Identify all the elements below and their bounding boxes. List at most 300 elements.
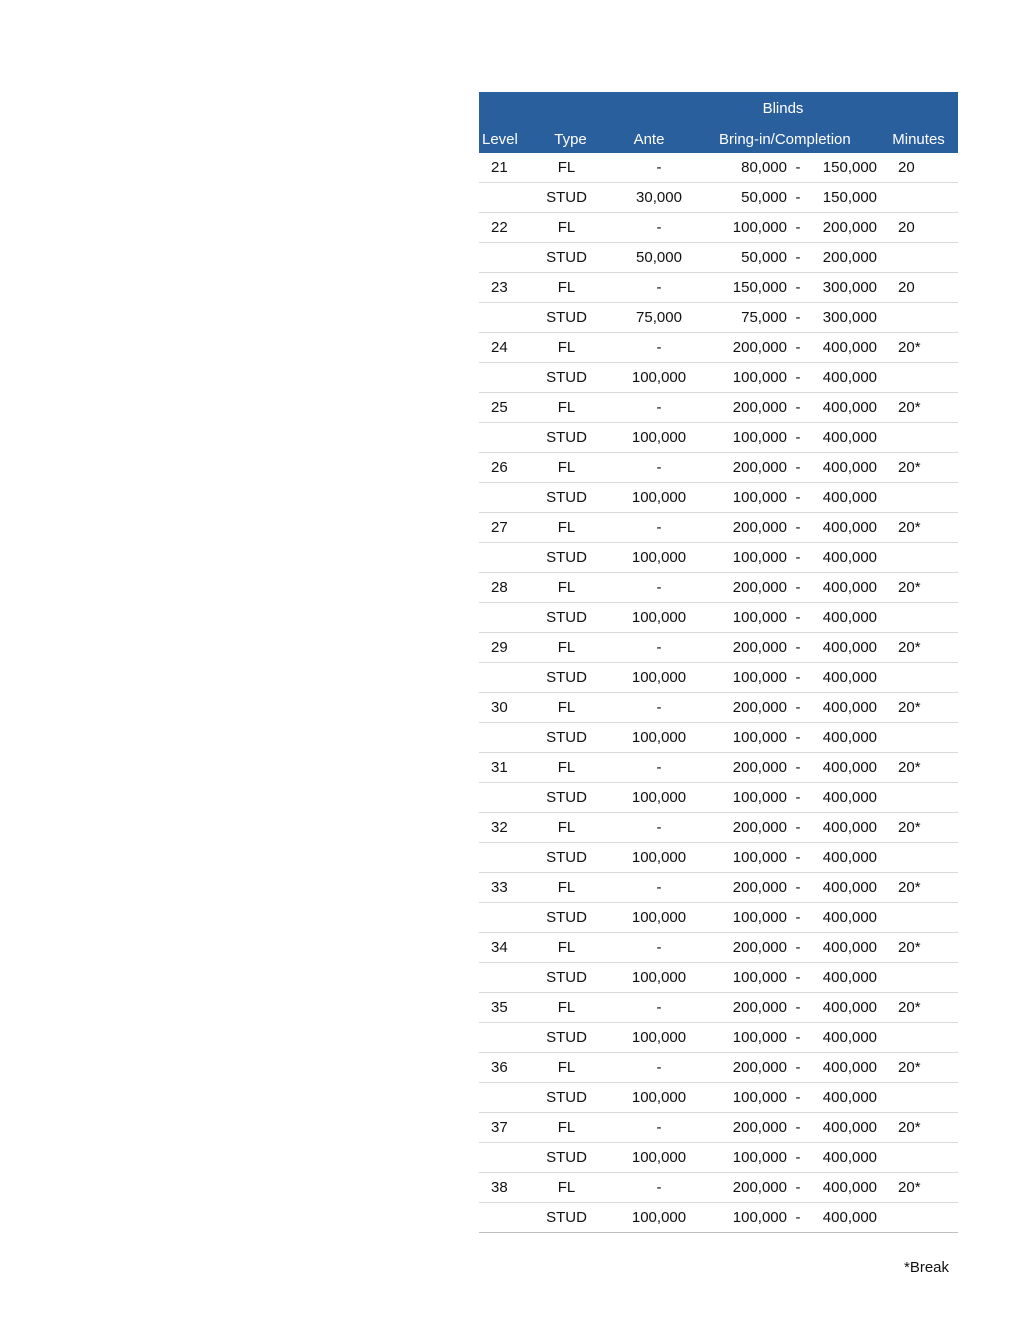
- ante-cell: 100,000: [611, 423, 687, 453]
- table-header: [479, 92, 958, 153]
- bring-in-cell: 200,000: [687, 753, 787, 783]
- ante-cell: 100,000: [611, 963, 687, 993]
- table-row: [479, 723, 958, 753]
- minutes-cell: [879, 1203, 958, 1233]
- table-row: [479, 1203, 958, 1233]
- minutes-cell: [879, 723, 958, 753]
- header-type: Type: [522, 125, 611, 153]
- type-cell: FL: [522, 873, 611, 903]
- table-row: [479, 933, 958, 963]
- header-columns-row: [479, 125, 958, 153]
- level-cell: [479, 783, 522, 813]
- type-cell: FL: [522, 393, 611, 423]
- table-row: [479, 963, 958, 993]
- type-cell: FL: [522, 693, 611, 723]
- level-cell: [479, 183, 522, 213]
- bring-in-cell: 200,000: [687, 1173, 787, 1203]
- bring-in-cell: 100,000: [687, 843, 787, 873]
- table-row: [479, 213, 958, 243]
- bring-in-cell: 100,000: [687, 1203, 787, 1233]
- ante-cell: -: [611, 993, 687, 1023]
- completion-cell: 400,000: [809, 543, 879, 573]
- bring-in-cell: 100,000: [687, 663, 787, 693]
- ante-cell: 30,000: [611, 183, 687, 213]
- bring-in-cell: 200,000: [687, 813, 787, 843]
- type-cell: STUD: [522, 963, 611, 993]
- level-cell: [479, 1203, 522, 1233]
- type-cell: STUD: [522, 783, 611, 813]
- table-row: [479, 483, 958, 513]
- ante-cell: -: [611, 1113, 687, 1143]
- table-row: [479, 183, 958, 213]
- minutes-cell: 20*: [879, 1173, 958, 1203]
- bring-in-cell: 200,000: [687, 933, 787, 963]
- completion-cell: 400,000: [809, 813, 879, 843]
- completion-cell: 400,000: [809, 1173, 879, 1203]
- separator-cell: -: [787, 753, 809, 783]
- level-cell: 34: [479, 933, 522, 963]
- table-row: [479, 153, 958, 183]
- level-cell: [479, 303, 522, 333]
- header-minutes: Minutes: [879, 125, 958, 153]
- table-row: [479, 663, 958, 693]
- minutes-cell: 20*: [879, 993, 958, 1023]
- separator-cell: -: [787, 483, 809, 513]
- bring-in-cell: 200,000: [687, 693, 787, 723]
- ante-cell: 100,000: [611, 843, 687, 873]
- completion-cell: 400,000: [809, 933, 879, 963]
- bring-in-cell: 50,000: [687, 243, 787, 273]
- minutes-cell: [879, 903, 958, 933]
- minutes-cell: [879, 1023, 958, 1053]
- level-cell: 36: [479, 1053, 522, 1083]
- ante-cell: 100,000: [611, 903, 687, 933]
- table-row: [479, 243, 958, 273]
- completion-cell: 400,000: [809, 663, 879, 693]
- minutes-cell: 20*: [879, 573, 958, 603]
- level-cell: [479, 423, 522, 453]
- completion-cell: 400,000: [809, 1053, 879, 1083]
- table-row: [479, 513, 958, 543]
- separator-cell: -: [787, 153, 809, 183]
- type-cell: STUD: [522, 363, 611, 393]
- header-level: Level: [479, 125, 522, 153]
- ante-cell: -: [611, 1053, 687, 1083]
- minutes-cell: 20*: [879, 753, 958, 783]
- table-row: [479, 1053, 958, 1083]
- bring-in-cell: 80,000: [687, 153, 787, 183]
- header-group-row: [479, 92, 958, 125]
- table-row: [479, 423, 958, 453]
- separator-cell: -: [787, 393, 809, 423]
- separator-cell: -: [787, 873, 809, 903]
- ante-cell: 100,000: [611, 483, 687, 513]
- table-row: [479, 453, 958, 483]
- level-cell: 29: [479, 633, 522, 663]
- ante-cell: -: [611, 393, 687, 423]
- type-cell: FL: [522, 753, 611, 783]
- ante-cell: -: [611, 933, 687, 963]
- break-footnote: *Break: [904, 1259, 950, 1276]
- separator-cell: -: [787, 903, 809, 933]
- type-cell: STUD: [522, 1203, 611, 1233]
- ante-cell: 100,000: [611, 363, 687, 393]
- ante-cell: 100,000: [611, 663, 687, 693]
- minutes-cell: [879, 603, 958, 633]
- separator-cell: -: [787, 843, 809, 873]
- level-cell: [479, 1143, 522, 1173]
- ante-cell: -: [611, 273, 687, 303]
- table-row: [479, 633, 958, 663]
- completion-cell: 400,000: [809, 693, 879, 723]
- bring-in-cell: 100,000: [687, 963, 787, 993]
- type-cell: STUD: [522, 843, 611, 873]
- completion-cell: 400,000: [809, 723, 879, 753]
- minutes-cell: [879, 783, 958, 813]
- separator-cell: -: [787, 633, 809, 663]
- ante-cell: 100,000: [611, 543, 687, 573]
- ante-cell: 75,000: [611, 303, 687, 333]
- minutes-cell: [879, 363, 958, 393]
- separator-cell: -: [787, 213, 809, 243]
- table-row: [479, 273, 958, 303]
- level-cell: 25: [479, 393, 522, 423]
- bring-in-cell: 200,000: [687, 513, 787, 543]
- level-cell: [479, 243, 522, 273]
- type-cell: STUD: [522, 543, 611, 573]
- bring-in-cell: 200,000: [687, 453, 787, 483]
- type-cell: FL: [522, 333, 611, 363]
- level-cell: 21: [479, 153, 522, 183]
- type-cell: STUD: [522, 603, 611, 633]
- minutes-cell: [879, 543, 958, 573]
- minutes-cell: [879, 303, 958, 333]
- table-row: [479, 1113, 958, 1143]
- type-cell: FL: [522, 453, 611, 483]
- bring-in-cell: 200,000: [687, 1113, 787, 1143]
- bring-in-cell: 200,000: [687, 633, 787, 663]
- ante-cell: -: [611, 753, 687, 783]
- type-cell: FL: [522, 273, 611, 303]
- level-cell: [479, 483, 522, 513]
- type-cell: FL: [522, 993, 611, 1023]
- completion-cell: 150,000: [809, 183, 879, 213]
- completion-cell: 200,000: [809, 243, 879, 273]
- type-cell: FL: [522, 213, 611, 243]
- ante-cell: -: [611, 513, 687, 543]
- type-cell: STUD: [522, 1143, 611, 1173]
- header-blinds-group: Blinds: [687, 92, 879, 125]
- separator-cell: -: [787, 1083, 809, 1113]
- ante-cell: 100,000: [611, 1143, 687, 1173]
- minutes-cell: [879, 483, 958, 513]
- level-cell: 32: [479, 813, 522, 843]
- minutes-cell: 20*: [879, 393, 958, 423]
- level-cell: [479, 543, 522, 573]
- ante-cell: 100,000: [611, 1203, 687, 1233]
- minutes-cell: [879, 843, 958, 873]
- bring-in-cell: 50,000: [687, 183, 787, 213]
- separator-cell: -: [787, 543, 809, 573]
- type-cell: STUD: [522, 483, 611, 513]
- level-cell: 30: [479, 693, 522, 723]
- separator-cell: -: [787, 783, 809, 813]
- ante-cell: 100,000: [611, 1083, 687, 1113]
- completion-cell: 400,000: [809, 333, 879, 363]
- table-row: [479, 843, 958, 873]
- minutes-cell: 20*: [879, 1053, 958, 1083]
- bring-in-cell: 200,000: [687, 393, 787, 423]
- type-cell: STUD: [522, 423, 611, 453]
- type-cell: FL: [522, 1173, 611, 1203]
- type-cell: STUD: [522, 663, 611, 693]
- ante-cell: 100,000: [611, 603, 687, 633]
- level-cell: 37: [479, 1113, 522, 1143]
- table-row: [479, 783, 958, 813]
- ante-cell: -: [611, 873, 687, 903]
- completion-cell: 400,000: [809, 963, 879, 993]
- completion-cell: 400,000: [809, 783, 879, 813]
- completion-cell: 400,000: [809, 483, 879, 513]
- bring-in-cell: 200,000: [687, 1053, 787, 1083]
- minutes-cell: [879, 243, 958, 273]
- level-cell: 27: [479, 513, 522, 543]
- minutes-cell: 20: [879, 153, 958, 183]
- separator-cell: -: [787, 1023, 809, 1053]
- level-cell: 38: [479, 1173, 522, 1203]
- table-row: [479, 303, 958, 333]
- completion-cell: 400,000: [809, 993, 879, 1023]
- table-row: [479, 873, 958, 903]
- minutes-cell: 20: [879, 213, 958, 243]
- header-bring-in-completion: Bring-in/Completion: [687, 125, 879, 153]
- ante-cell: -: [611, 213, 687, 243]
- ante-cell: 100,000: [611, 1023, 687, 1053]
- minutes-cell: 20*: [879, 1113, 958, 1143]
- table-row: [479, 1023, 958, 1053]
- table-row: [479, 903, 958, 933]
- bring-in-cell: 200,000: [687, 993, 787, 1023]
- separator-cell: -: [787, 573, 809, 603]
- level-cell: 26: [479, 453, 522, 483]
- bring-in-cell: 100,000: [687, 363, 787, 393]
- separator-cell: -: [787, 663, 809, 693]
- table-row: [479, 363, 958, 393]
- table-row: [479, 1173, 958, 1203]
- completion-cell: 400,000: [809, 453, 879, 483]
- ante-cell: -: [611, 453, 687, 483]
- separator-cell: -: [787, 963, 809, 993]
- level-cell: 23: [479, 273, 522, 303]
- minutes-cell: 20*: [879, 813, 958, 843]
- separator-cell: -: [787, 1113, 809, 1143]
- completion-cell: 400,000: [809, 753, 879, 783]
- separator-cell: -: [787, 603, 809, 633]
- bring-in-cell: 100,000: [687, 423, 787, 453]
- completion-cell: 400,000: [809, 1023, 879, 1053]
- completion-cell: 400,000: [809, 873, 879, 903]
- minutes-cell: 20*: [879, 453, 958, 483]
- separator-cell: -: [787, 183, 809, 213]
- type-cell: FL: [522, 1053, 611, 1083]
- separator-cell: -: [787, 1053, 809, 1083]
- completion-cell: 400,000: [809, 393, 879, 423]
- completion-cell: 400,000: [809, 423, 879, 453]
- completion-cell: 150,000: [809, 153, 879, 183]
- completion-cell: 400,000: [809, 1203, 879, 1233]
- level-cell: [479, 363, 522, 393]
- bring-in-cell: 100,000: [687, 543, 787, 573]
- type-cell: FL: [522, 153, 611, 183]
- ante-cell: 100,000: [611, 783, 687, 813]
- completion-cell: 400,000: [809, 903, 879, 933]
- completion-cell: 400,000: [809, 1113, 879, 1143]
- separator-cell: -: [787, 423, 809, 453]
- separator-cell: -: [787, 243, 809, 273]
- type-cell: STUD: [522, 303, 611, 333]
- bring-in-cell: 100,000: [687, 1083, 787, 1113]
- separator-cell: -: [787, 1173, 809, 1203]
- table-body: [479, 153, 958, 1233]
- ante-cell: -: [611, 693, 687, 723]
- bring-in-cell: 100,000: [687, 1143, 787, 1173]
- type-cell: STUD: [522, 1083, 611, 1113]
- separator-cell: -: [787, 273, 809, 303]
- separator-cell: -: [787, 333, 809, 363]
- type-cell: FL: [522, 573, 611, 603]
- bring-in-cell: 200,000: [687, 573, 787, 603]
- level-cell: [479, 723, 522, 753]
- bring-in-cell: 75,000: [687, 303, 787, 333]
- bring-in-cell: 100,000: [687, 483, 787, 513]
- minutes-cell: [879, 1143, 958, 1173]
- level-cell: 28: [479, 573, 522, 603]
- minutes-cell: 20*: [879, 933, 958, 963]
- separator-cell: -: [787, 1143, 809, 1173]
- ante-cell: -: [611, 813, 687, 843]
- completion-cell: 300,000: [809, 303, 879, 333]
- level-cell: [479, 903, 522, 933]
- separator-cell: -: [787, 363, 809, 393]
- completion-cell: 400,000: [809, 1083, 879, 1113]
- completion-cell: 400,000: [809, 1143, 879, 1173]
- table-row: [479, 393, 958, 423]
- ante-cell: -: [611, 633, 687, 663]
- table-row: [479, 693, 958, 723]
- table-row: [479, 1083, 958, 1113]
- separator-cell: -: [787, 303, 809, 333]
- type-cell: STUD: [522, 903, 611, 933]
- separator-cell: -: [787, 693, 809, 723]
- bring-in-cell: 100,000: [687, 603, 787, 633]
- completion-cell: 400,000: [809, 573, 879, 603]
- level-cell: [479, 843, 522, 873]
- completion-cell: 400,000: [809, 363, 879, 393]
- minutes-cell: 20*: [879, 633, 958, 663]
- table-row: [479, 813, 958, 843]
- minutes-cell: [879, 963, 958, 993]
- completion-cell: 200,000: [809, 213, 879, 243]
- header-spacer: [879, 92, 958, 125]
- blind-structure-table: [479, 92, 958, 1233]
- ante-cell: 100,000: [611, 723, 687, 753]
- minutes-cell: 20*: [879, 513, 958, 543]
- ante-cell: -: [611, 573, 687, 603]
- bring-in-cell: 100,000: [687, 723, 787, 753]
- type-cell: FL: [522, 933, 611, 963]
- level-cell: 24: [479, 333, 522, 363]
- bring-in-cell: 150,000: [687, 273, 787, 303]
- type-cell: FL: [522, 513, 611, 543]
- level-cell: [479, 603, 522, 633]
- level-cell: 31: [479, 753, 522, 783]
- minutes-cell: [879, 663, 958, 693]
- type-cell: FL: [522, 633, 611, 663]
- completion-cell: 300,000: [809, 273, 879, 303]
- type-cell: STUD: [522, 183, 611, 213]
- completion-cell: 400,000: [809, 513, 879, 543]
- type-cell: STUD: [522, 1023, 611, 1053]
- type-cell: FL: [522, 1113, 611, 1143]
- bring-in-cell: 200,000: [687, 333, 787, 363]
- header-spacer: [479, 92, 687, 125]
- ante-cell: -: [611, 153, 687, 183]
- type-cell: STUD: [522, 243, 611, 273]
- separator-cell: -: [787, 813, 809, 843]
- completion-cell: 400,000: [809, 843, 879, 873]
- table-row: [479, 1143, 958, 1173]
- bring-in-cell: 100,000: [687, 1023, 787, 1053]
- separator-cell: -: [787, 723, 809, 753]
- ante-cell: -: [611, 333, 687, 363]
- separator-cell: -: [787, 933, 809, 963]
- ante-cell: 50,000: [611, 243, 687, 273]
- table-row: [479, 333, 958, 363]
- minutes-cell: [879, 183, 958, 213]
- minutes-cell: 20*: [879, 693, 958, 723]
- bring-in-cell: 200,000: [687, 873, 787, 903]
- separator-cell: -: [787, 993, 809, 1023]
- table-row: [479, 603, 958, 633]
- level-cell: 22: [479, 213, 522, 243]
- bring-in-cell: 100,000: [687, 213, 787, 243]
- level-cell: 33: [479, 873, 522, 903]
- table-row: [479, 543, 958, 573]
- minutes-cell: 20*: [879, 333, 958, 363]
- minutes-cell: 20*: [879, 873, 958, 903]
- separator-cell: -: [787, 1203, 809, 1233]
- ante-cell: -: [611, 1173, 687, 1203]
- separator-cell: -: [787, 513, 809, 543]
- level-cell: [479, 1083, 522, 1113]
- table-row: [479, 573, 958, 603]
- level-cell: [479, 963, 522, 993]
- table-row: [479, 993, 958, 1023]
- type-cell: FL: [522, 813, 611, 843]
- header-ante: Ante: [611, 125, 687, 153]
- separator-cell: -: [787, 453, 809, 483]
- bring-in-cell: 100,000: [687, 903, 787, 933]
- minutes-cell: 20: [879, 273, 958, 303]
- minutes-cell: [879, 1083, 958, 1113]
- completion-cell: 400,000: [809, 603, 879, 633]
- table-row: [479, 753, 958, 783]
- level-cell: [479, 1023, 522, 1053]
- type-cell: STUD: [522, 723, 611, 753]
- completion-cell: 400,000: [809, 633, 879, 663]
- minutes-cell: [879, 423, 958, 453]
- level-cell: 35: [479, 993, 522, 1023]
